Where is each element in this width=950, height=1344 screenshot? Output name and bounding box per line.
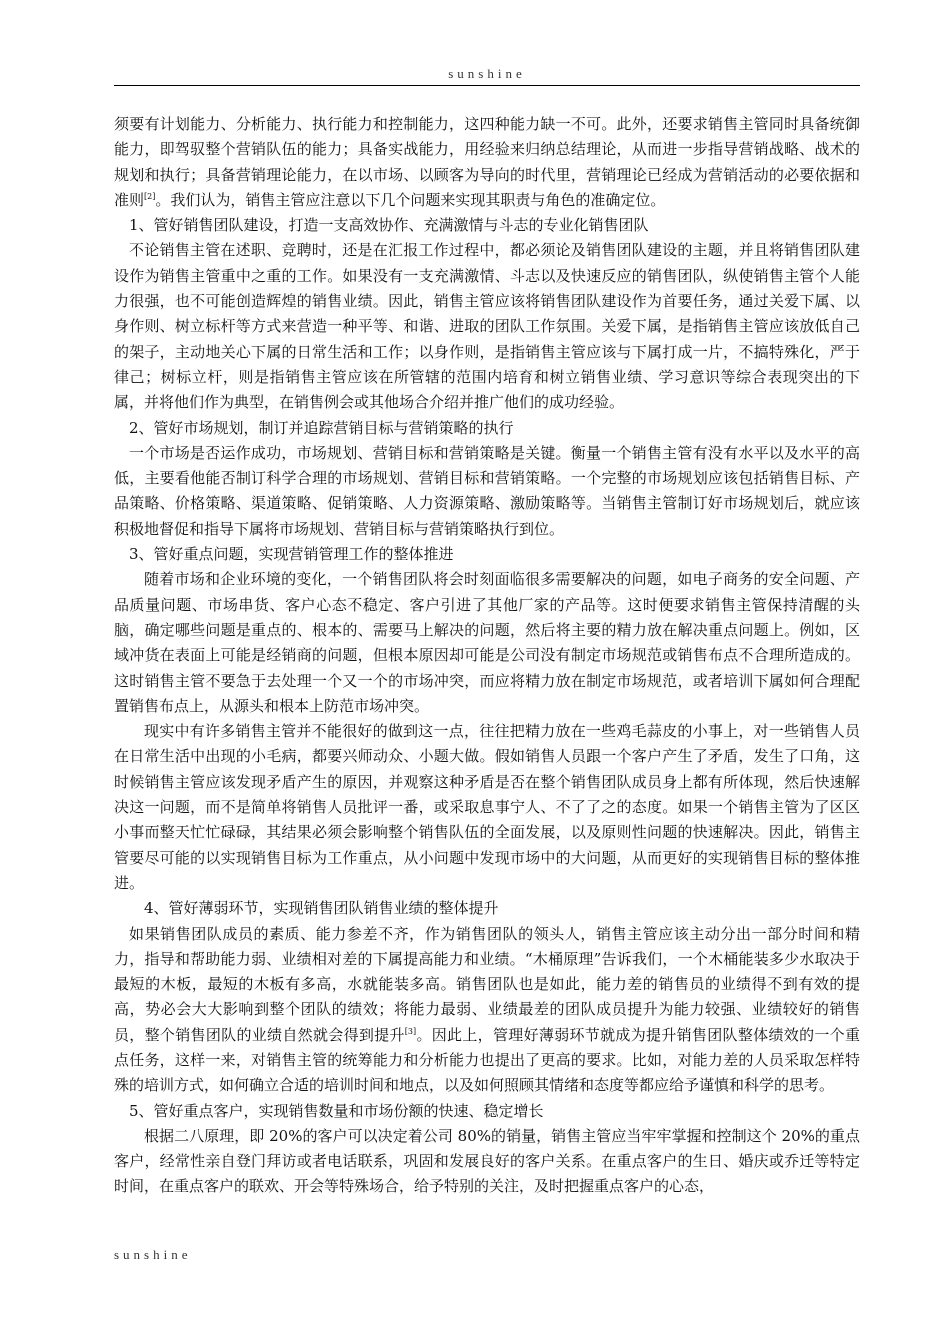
paragraph-text: 如果销售团队成员的素质、能力参差不齐，作为销售团队的领头人，销售主管应该主动分出一部分时间和精力，指导和帮助能力弱、业绩相对差的下属提高能力和业绩。“木桶原理”告诉我们，一个木桶能装多少水取决于最短的木板，最短的木板有多高，水就能装多高。销售团队也是如此，能力差的销售员的业绩得不到有效的提高，势必会大大影响到整个团队的绩效；将能力最弱、业绩最差的团队成员提升为能力较强、业绩较好的销售员，整个销售团队的业绩自然就会得到提升 <box>114 924 860 1044</box>
page-footer: sunshine <box>114 1247 192 1262</box>
paragraph-intro <box>114 112 860 213</box>
document-body <box>114 112 860 1200</box>
paragraph-key-issues-2: 现实中有许多销售主管并不能很好的做到这一点，往往把精力放在一些鸡毛蒜皮的小事上，对一些销售人员在日常生活中出现的小毛病，都要兴师动众、小题大做。假如销售人员跟一个客户产生了矛盾，发生了口角，这时候销售主管应该发现矛盾产生的原因，并观察这种矛盾是否在整个销售团队成员身上都有所体现，然后快速解决这一问题，而不是简单将销售人员批评一番，或采取息事宁人、不了了之的态度。如果一个销售主管为了区区小事而整天忙忙碌碌，其结果必须会影响整个销售队伍的全面发展，以及原则性问题的快速解决。因此，销售主管要尽可能的以实现销售目标为工作重点，从小问题中发现市场中的大问题，从而更好的实现销售目标的整体推进。 <box>114 722 860 892</box>
paragraph-key-customers: 根据二八原理，即 20%的客户可以决定着公司 80%的销量，销售主管应当牢牢掌握和控制这个 20%的重点客户，经常性亲自登门拜访或者电话联系，巩固和发展良好的客户关系。在重点客户的生日、婚庆或乔迁等特定时间，在重点客户的联欢、开会等特殊场合，给予特别的关注，及时把握重点客户的心态， <box>114 1126 860 1196</box>
page-header: sunshine <box>448 66 526 81</box>
paragraph-key-issues: 随着市场和企业环境的变化，一个销售团队将会时刻面临很多需要解决的问题，如电子商务的安全问题、产品质量问题、市场串货、客户心态不稳定、客户引进了其他厂家的产品等。这时便要求销售主管保持清醒的头脑，确定哪些问题是重点的、根本的、需要马上解决的问题，然后将主要的精力放在解决重点问题上。例如，区域冲货在表面上可能是经销商的问题，但根本原因却可能是公司没有制定市场规范或销售布点不合理所造成的。这时销售主管不要急于去处理一个又一个的市场冲突，而应将精力放在制定市场规范，或者培训下属如何合理配置销售布点上，从源头和根本上防范市场冲突。 <box>114 570 860 715</box>
paragraph-market-planning: 一个市场是否运作成功，市场规划、营销目标和营销策略是关键。衡量一个销售主管有没有水平以及水平的高低，主要看他能否制订科学合理的市场规划、营销目标和营销策略。一个完整的市场规划应该包括销售目标、产品策略、价格策略、渠道策略、促销策略、人力资源策略、激励策略等。当销售主管制订好市场规划后，就应该积极地督促和指导下属将市场规划、营销目标与营销策略执行到位。 <box>114 443 860 538</box>
paragraph-text: 须要有计划能力、分析能力、执行能力和控制能力，这四种能力缺一不可。此外，还要求销售主管同时具备统御能力，即驾驭整个营销队伍的能力；具备实战能力，用经验来归纳总结理论，从而进一步指导营销战略、战术的规划和执行；具备营销理论能力，在以市场、以顾客为导向的时代里，营销理论已经成为营销活动的必要依据和准则 <box>114 115 860 209</box>
paragraph-text: 。因此上，管理好薄弱环节就成为提升销售团队整体绩效的一个重点任务，这样一来，对销售主管的统筹能力和分析能力也提出了更高的要求。比如，对能力差的人员采取怎样特殊的培训方式，如何确立合适的培训时间和地点，以及如何照顾其情绪和态度等都应给予谨慎和科学的思考。 <box>114 1025 860 1095</box>
citation-2: [2] <box>144 191 156 201</box>
section-heading-4: 4、管好薄弱环节，实现销售团队销售业绩的整体提升 <box>144 899 499 918</box>
paragraph-text: 。我们认为，销售主管应注意以下几个问题来实现其职责与角色的准确定位。 <box>155 190 666 209</box>
citation-3: [3] <box>404 1026 417 1036</box>
paragraph-weak-links <box>114 922 860 1099</box>
paragraph-team-building: 不论销售主管在述职、竞聘时，还是在汇报工作过程中，都必须论及销售团队建设的主题，并且将销售团队建设作为销售主管重中之重的工作。如果没有一支充满激情、斗志以及快速反应的销售团队，纵使销售主管个人能力很强，也不可能创造辉煌的销售业绩。因此，销售主管应该将销售团队建设作为首要任务，通过关爱下属、以身作则、树立标杆等方式来营造一种平等、和谐、进取的团队工作氛围。关爱下属，是指销售主管应该放低自己的架子，主动地关心下属的日常生活和工作；以身作则，是指销售主管应该与下属打成一片，不搞特殊化，严于律己；树标立杆，则是指销售主管应该在所管辖的范围内培育和树立销售业绩、学习意识等综合表现突出的下属，并将他们作为典型，在销售例会或其他场合介绍并推广他们的成功经验。 <box>114 241 860 412</box>
section-heading-2: 2、管好市场规划，制订并追踪营销目标与营销策略的执行 <box>129 418 514 437</box>
section-heading-1: 1、管好销售团队建设，打造一支高效协作、充满激情与斗志的专业化销售团队 <box>129 216 649 235</box>
header-rule <box>114 85 860 86</box>
section-heading-3: 3、管好重点问题，实现营销管理工作的整体推进 <box>129 545 454 564</box>
section-heading-5: 5、管好重点客户，实现销售数量和市场份额的快速、稳定增长 <box>129 1101 544 1120</box>
